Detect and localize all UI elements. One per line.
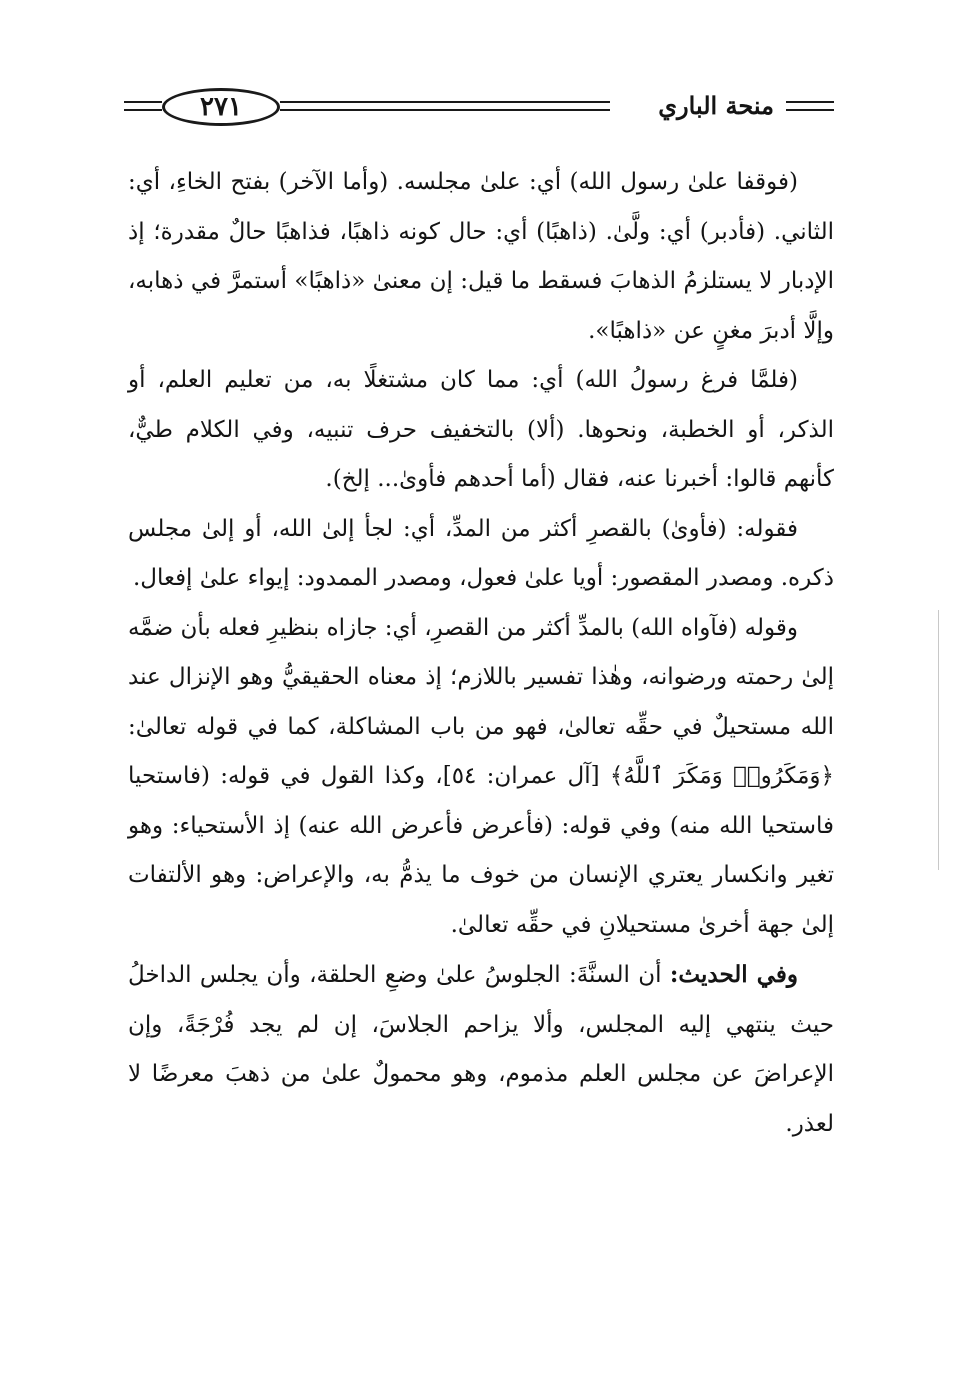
paragraph-lead: وفي الحديث:: [669, 961, 799, 988]
header-rule-line: [280, 101, 610, 103]
header-rule-line: [124, 101, 162, 103]
paragraph-text: (فلمَّا فرغ رسولُ الله) أي: مما كان مشتغلًا به، من تعليم العلم، أو الذكر، أو الخطبة، ونحوها. (ألا) بالتخفيف حرف تنبيه، وفي الكلام طيٌّ، كأنهم قالوا: أخبرنا عنه، فقال (أما أحدهم فأوىٰ... إلخ).: [128, 367, 834, 492]
page-body: [128, 158, 834, 1149]
header-rule-line: [786, 101, 834, 103]
paragraph-text: أن السنَّةَ: الجلوسُ علىٰ وضعِ الحلقة، وأن يجلس الداخلُ حيث ينتهي إليه المجلس، وألا يزاحم الجلاسَ، إن لم يجد فُرْجَةً، وإن الإعراضَ عن مجلس العلم مذموم، وهو محمولٌ علىٰ من ذهبَ معرضًا لا لعذر.: [128, 962, 834, 1137]
header-rule-line: [280, 109, 610, 111]
page-number-badge: [162, 88, 280, 126]
page-number: ٢٧١: [200, 92, 242, 122]
paragraph-text: (فوقفا علىٰ رسول الله) أي: علىٰ مجلسه. (وأما الآخر) بفتح الخاءِ، أي: الثاني. (فأدبر) أي: ولَّىٰ. (ذاهبًا) أي: حال كونه ذاهبًا، فذاهبًا حالٌ مقدرة؛ إذ الإدبار لا يستلزمُ الذهابَ فسقط ما قيل: إن معنىٰ «ذاهبًا» أستمرَّ في ذهابه، وإلَّا أدبرَ مغنٍ عن «ذاهبًا».: [128, 169, 834, 344]
paragraph-text: فقوله: (فأوىٰ) بالقصرِ أكثر من المدِّ، أي: لجأ إلىٰ الله، أو إلىٰ مجلس ذكره. ومصدر المقصور: أويا علىٰ فعول، ومصدر الممدود: إيواء علىٰ إفعال.: [128, 515, 834, 591]
header-rule-line: [124, 109, 162, 111]
page-header: [124, 86, 836, 130]
paragraph: [128, 505, 834, 604]
paragraph: [128, 950, 834, 1149]
header-rule-line: [786, 109, 834, 111]
paragraph: [128, 158, 834, 356]
scan-margin-line: [938, 610, 939, 870]
paragraph: [128, 604, 834, 951]
running-title: منحة الباري: [658, 91, 774, 120]
paragraph: [128, 356, 834, 505]
paragraph-text: وقوله (فآواه الله) بالمدِّ أكثر من القصرِ، أي: جازاه بنظيرِ فعله بأن ضمَّه إلىٰ رحمته ورضوانه، وهٰذا تفسير باللازم؛ إذ معناه الحقيقيُّ وهو الإنزال عند الله مستحيلٌ في حقِّه تعالىٰ، فهو من باب المشاكلة، كما في قوله تعالىٰ: ﴿وَمَكَرُوا۟ وَمَكَرَ ٱللَّهُ﴾ [آل عمران: ٥٤]، وكذا القول في قوله: (فاستحيا فاستحيا الله منه) وفي قوله: (فأعرض فأعرض الله عنه) إذ الأستحياء: وهو تغير وانكسار يعتري الإنسان من خوف ما يذمُّ به، والإعراض: وهو الألتفات إلىٰ جهة أخرىٰ مستحيلانِ في حقِّه تعالىٰ.: [128, 614, 834, 938]
